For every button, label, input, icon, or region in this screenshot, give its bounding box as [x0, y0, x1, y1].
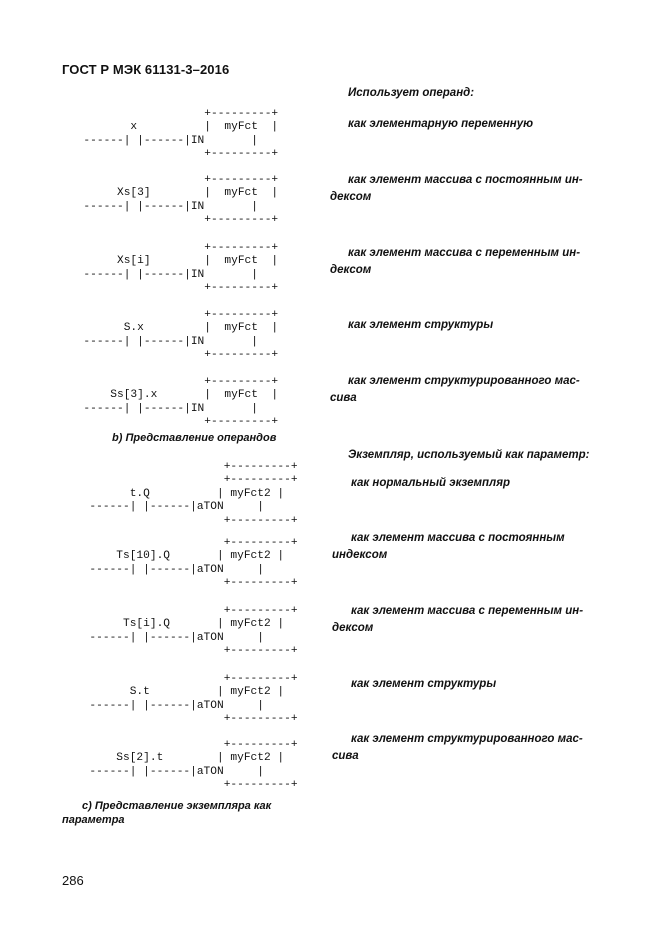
- desc-line-1: как нормальный экземпляр: [351, 477, 511, 489]
- ld-diagram-instance-st: +---------+ S.t | myFct2 | ------| |------|aTON | +---------+: [89, 673, 298, 726]
- operand-desc-struct: [330, 317, 610, 334]
- desc-line-1: как элемент массива с переменным ин-: [351, 605, 584, 617]
- caption-line-1: c) Представление экземпляра как: [82, 800, 272, 812]
- desc-line-2: дексом: [332, 622, 374, 634]
- desc-line-1: как элемент массива с переменным ин-: [348, 247, 581, 259]
- instance-desc-struct: [332, 676, 612, 693]
- desc-line-2: индексом: [332, 549, 388, 561]
- instance-desc-struct-array: [332, 731, 612, 765]
- desc-line-1: как элементарную переменную: [348, 118, 534, 130]
- desc-line-1: как элемент массива с постоянным: [351, 532, 565, 544]
- desc-line-1: как элемент структурированного мас-: [348, 375, 580, 387]
- ld-diagram-instance-ss2t: +---------+ Ss[2].t | myFct2 | ------| |------|aTON | +---------+: [89, 739, 298, 792]
- ld-diagram-operand-xsi: +---------+ Xs[i] | myFct | ------| |------|IN | +---------+: [83, 242, 279, 295]
- desc-line-1: как элемент структуры: [351, 678, 497, 690]
- ld-diagram-operand-ss3x: +---------+ Ss[3].x | myFct | ------| |------|IN | +---------+: [83, 376, 279, 429]
- section-b-heading: Использует операнд:: [348, 87, 475, 99]
- ld-diagram-instance-tsiq: +---------+ Ts[i].Q | myFct2 | ------| |------|aTON | +---------+: [89, 605, 298, 658]
- figure-caption-b: b) Представление операндов: [112, 432, 277, 444]
- operand-desc-array-const: [330, 172, 610, 206]
- ld-diagram-operand-x: +---------+ x | myFct | ------| |------|IN | +---------+: [83, 108, 279, 161]
- ld-diagram-instance-ts10q: +---------+ Ts[10].Q | myFct2 | ------| |------|aTON | +---------+: [89, 537, 298, 590]
- ld-diagram-operand-xs3: +---------+ Xs[3] | myFct | ------| |------|IN | +---------+: [83, 174, 279, 227]
- ld-diagram-operand-sx: +---------+ S.x | myFct | ------| |------|IN | +---------+: [83, 309, 279, 362]
- operand-desc-elementary: [330, 116, 610, 133]
- desc-line-1: как элемент структуры: [348, 319, 494, 331]
- document-header: ГОСТ Р МЭК 61131-3–2016: [62, 62, 230, 77]
- page-number: 286: [62, 873, 84, 888]
- desc-line-2: сива: [330, 392, 357, 404]
- desc-line-2: дексом: [330, 191, 372, 203]
- instance-desc-normal: [332, 475, 612, 492]
- instance-desc-array-const: [332, 530, 612, 564]
- desc-line-2: сива: [332, 750, 359, 762]
- ld-diagram-instance-tq: +---------+ +---------+ t.Q | myFct2 | ------| |------|aTON | +---------+: [89, 461, 298, 527]
- caption-line-2: параметра: [62, 814, 125, 826]
- operand-desc-array-var: [330, 245, 610, 279]
- desc-line-2: дексом: [330, 264, 372, 276]
- figure-caption-c: [62, 799, 271, 827]
- operand-desc-struct-array: [330, 373, 610, 407]
- section-c-heading: Экземпляр, используемый как параметр:: [348, 449, 590, 461]
- desc-line-1: как элемент структурированного мас-: [351, 733, 583, 745]
- desc-line-1: как элемент массива с постоянным ин-: [348, 174, 583, 186]
- instance-desc-array-var: [332, 603, 612, 637]
